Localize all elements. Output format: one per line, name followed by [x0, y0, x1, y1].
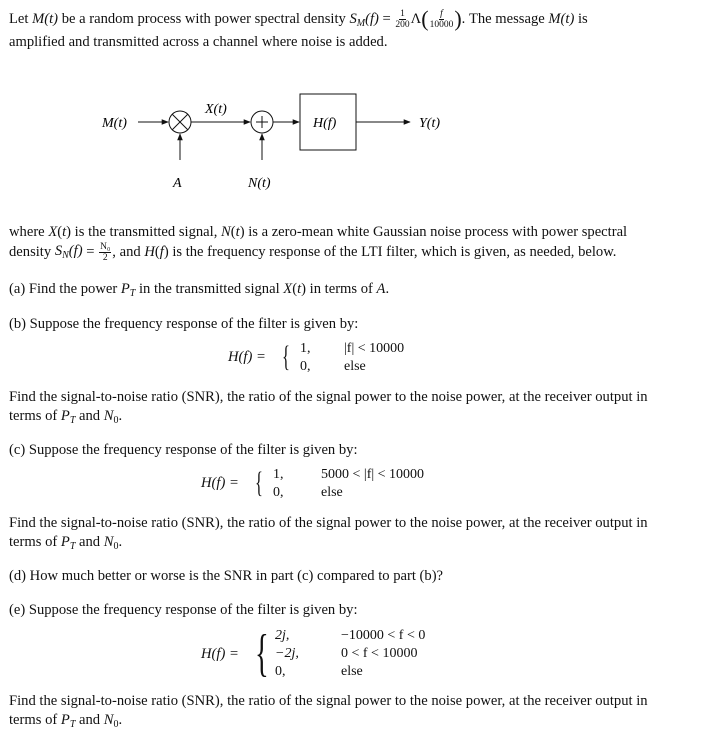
label-noise: N(t): [248, 176, 271, 191]
part-e-case-3-value: 0,: [275, 664, 286, 679]
part-b-case-2-value: 0,: [300, 359, 311, 374]
psd-symbol: $S_M(f)$: [349, 10, 379, 29]
part-b-case-2-condition: else: [344, 359, 366, 374]
part-b-lhs: H(f) =: [228, 349, 266, 365]
part-d: (d) How much better or worse is the SNR in part (c) compared to part (b)?: [9, 568, 444, 584]
part-e-case-3-condition: else: [341, 664, 363, 679]
part-c-intro: (c) Suppose the frequency response of the filter is given by:: [9, 442, 358, 458]
part-c-case-2-value: 0,: [273, 485, 284, 500]
intro-text-1: be a random process with power spectral density: [61, 10, 346, 27]
intro-paragraph: Let M(t) be a random process with power spectral density $S_M(f)$ = $\frac{1}{200}$ Λ( $\frac{f}{10000}$ ). The message M(t) is amplified and transmitted across a channel where noise is added.: [9, 5, 588, 51]
part-e-question: Find the signal-to-noise ratio (SNR), the ratio of the signal power to the noise power, at the receiver output in terms of $P_T$ and $N_0$.: [9, 693, 648, 730]
part-e-intro: (e) Suppose the frequency response of the filter is given by:: [9, 602, 358, 618]
noise-psd-fraction: $\frac{\text{N₀}}{2}$: [100, 241, 111, 263]
part-c-case-2-condition: else: [321, 485, 343, 500]
label-tx: X(t): [205, 102, 227, 117]
part-c-case-1-condition: 5000 < |f| < 10000: [321, 467, 425, 482]
part-e-case-2-condition: 0 < f < 10000: [341, 646, 418, 661]
part-b-question: Find the signal-to-noise ratio (SNR), the ratio of the signal power to the noise power, at the receiver output in terms of $P_T$ and $N_0$.: [9, 389, 648, 426]
intro-process-symbol: M(t): [32, 10, 59, 27]
psd-scale-fraction: $\frac{1}{200}$: [395, 9, 410, 30]
where-paragraph: where X(t) is the transmitted signal, N(t) is a zero-mean white Gaussian noise process with power spectral density $S_N(f)$ = $\frac{\text{N₀}}{2}$ , and H(f) is the frequency response of the LTI filter, which is given, as needed, below.: [9, 224, 628, 263]
part-c-case-1-value: 1,: [273, 467, 284, 482]
label-gain: A: [173, 176, 182, 191]
part-e-case-1-condition: −10000 < f < 0: [341, 628, 426, 643]
psd-tri-fraction: $\frac{f}{10000}$: [429, 9, 454, 30]
intro-prefix: Let: [9, 10, 29, 27]
label-output: Y(t): [419, 116, 440, 131]
intro-text-2: The message: [468, 10, 545, 27]
part-b-intro: (b) Suppose the frequency response of the filter is given by:: [9, 316, 359, 332]
part-b-case-1-condition: |f| < 10000: [344, 341, 405, 356]
part-e-case-1-value: 2j,: [275, 628, 290, 643]
part-c-lhs: H(f) =: [201, 475, 239, 491]
part-e-case-2-value: −2j,: [275, 646, 299, 661]
part-a: (a) Find the power $P_T$ in the transmitted signal X(t) in terms of A.: [9, 281, 390, 299]
part-e-lhs: H(f) =: [201, 646, 239, 662]
block-diagram: [0, 88, 711, 198]
where-line-1: where X(t) is the transmitted signal, N(t) is a zero-mean white Gaussian noise process with power spectral: [9, 224, 628, 240]
intro-text-3: amplified and transmitted across a channel where noise is added.: [9, 34, 388, 51]
label-input: M(t): [102, 116, 127, 131]
label-filter: H(f): [313, 116, 337, 131]
part-b-case-1-value: 1,: [300, 341, 311, 356]
part-c-question: Find the signal-to-noise ratio (SNR), the ratio of the signal power to the noise power, at the receiver output in terms of $P_T$ and $N_0$.: [9, 515, 648, 552]
